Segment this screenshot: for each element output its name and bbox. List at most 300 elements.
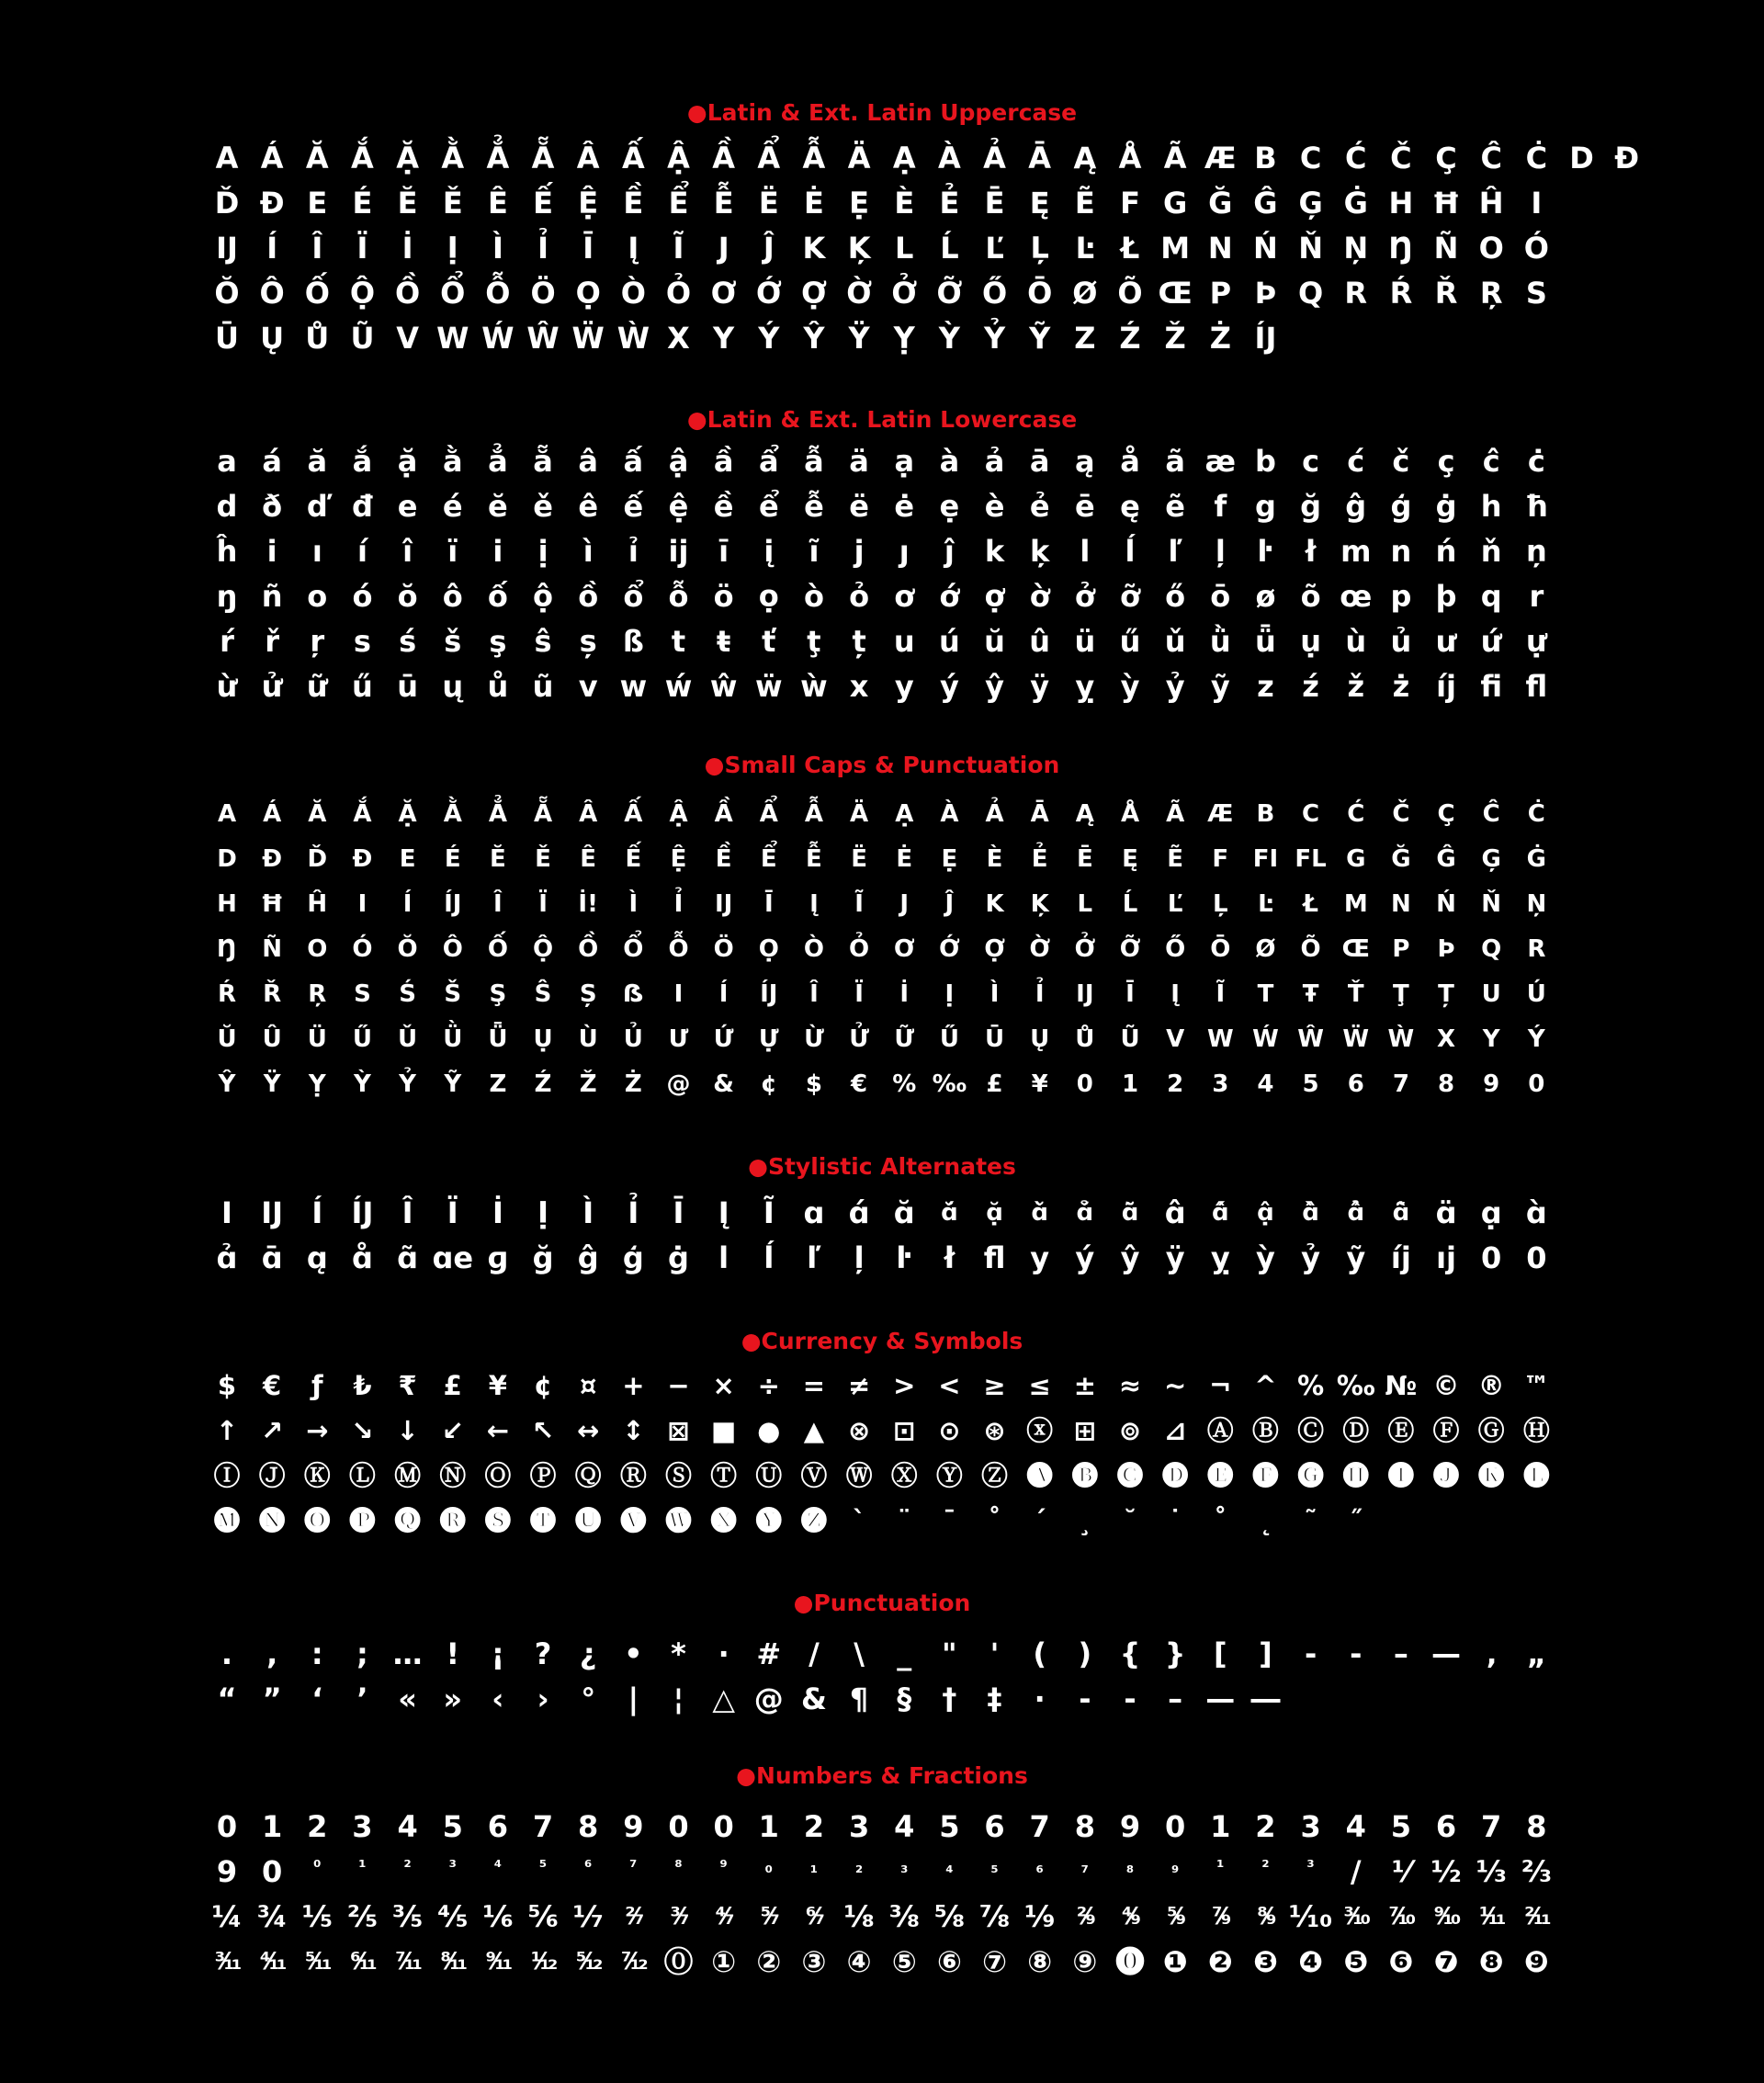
glyph-row xyxy=(0,1191,1764,1236)
glyph-cell: 6 xyxy=(487,1809,509,1844)
glyph-cell: … xyxy=(392,1636,423,1671)
glyph-cell: Ě xyxy=(442,186,463,221)
glyph-cell: ġ xyxy=(668,1240,689,1275)
glyph-cell: ‐ xyxy=(1124,1681,1136,1716)
glyph-cell: Ō xyxy=(1027,276,1053,311)
glyph-cell: _ xyxy=(897,1636,912,1671)
glyph-cell: F xyxy=(1212,845,1229,873)
glyph-cell: ⁸⁄₁₁ xyxy=(440,1948,465,1975)
glyph-cell: Ý xyxy=(758,321,780,356)
glyph-cell: ⅒ xyxy=(1288,1899,1333,1934)
glyph-cell: ï xyxy=(447,534,458,569)
glyph-cell: Ì xyxy=(989,980,1000,1008)
glyph-cell: Đ xyxy=(262,845,283,873)
glyph-cell: ỏ xyxy=(849,579,870,614)
glyph-cell: ế xyxy=(623,489,644,524)
glyph-cell: ɑ̂ xyxy=(1164,1195,1186,1230)
glyph-cell: Ể xyxy=(668,186,689,221)
glyph-cell: Ⓘ xyxy=(213,1460,241,1491)
glyph-cell: Ň xyxy=(1298,231,1323,266)
glyph-cell: ² xyxy=(403,1857,412,1877)
glyph-cell: ț xyxy=(852,624,866,659)
glyph-cell: ɑ́ xyxy=(848,1195,870,1230)
glyph-cell: “ xyxy=(217,1681,237,1716)
glyph-cell: õ xyxy=(1300,579,1321,614)
glyph-cell: \ xyxy=(854,1636,865,1671)
glyph-cell: · xyxy=(718,1636,729,1671)
glyph-cell: Ấ xyxy=(621,141,645,175)
glyph-cell: ₁ xyxy=(809,1857,819,1877)
glyph-cell: ⓿ xyxy=(1114,1944,1145,1979)
glyph-cell: Y xyxy=(713,321,735,356)
glyph-cell: Ỡ xyxy=(1119,935,1141,963)
glyph-cell: Ợ xyxy=(984,935,1005,963)
glyph-cell: ổ xyxy=(623,579,644,614)
glyph-cell: â xyxy=(578,444,598,479)
glyph-cell: k xyxy=(984,534,1005,569)
glyph-cell: y xyxy=(894,669,914,704)
glyph-cell: Ũ xyxy=(1120,1025,1140,1053)
glyph-cell: Û xyxy=(262,1025,282,1053)
glyph-cell: ⁷⁄₁₀ xyxy=(1388,1903,1414,1930)
glyph-cell: ❹ xyxy=(1298,1944,1324,1979)
glyph-cell: Z xyxy=(1074,321,1096,356)
glyph-cell: Ŏ xyxy=(397,935,418,963)
glyph-cell: ﬂ xyxy=(983,1240,1006,1275)
glyph-cell: Ễ xyxy=(713,186,734,221)
glyph-cell: ű xyxy=(352,669,373,704)
glyph-cell: ỷ xyxy=(1301,1240,1321,1275)
glyph-cell: ① xyxy=(711,1944,737,1979)
glyph-cell: ừ xyxy=(216,669,238,704)
glyph-cell: ¨ xyxy=(898,1505,911,1536)
glyph-cell: Ã xyxy=(1163,141,1187,175)
glyph-cell: Ø xyxy=(1255,935,1276,963)
glyph-cell: ǜ xyxy=(1209,624,1231,659)
glyph-cell: ⅟ xyxy=(1392,1854,1410,1889)
glyph-cell: ↖ xyxy=(531,1415,555,1446)
glyph-cell: Z xyxy=(489,1070,507,1098)
glyph-cell: M xyxy=(1343,890,1368,918)
glyph-row xyxy=(0,136,1764,181)
glyph-cell: ⁰ xyxy=(313,1857,322,1877)
glyph-cell: W xyxy=(436,321,469,356)
glyph-cell: É xyxy=(352,186,373,221)
glyph-cell: 3 xyxy=(848,1809,870,1844)
glyph-cell: Ū xyxy=(984,1025,1005,1053)
glyph-cell: Ç xyxy=(1437,800,1455,828)
glyph-cell: ≠ xyxy=(847,1370,871,1401)
glyph-cell: Ą xyxy=(1073,141,1097,175)
glyph-cell: Ï xyxy=(854,980,864,1008)
glyph-cell: Ⓡ xyxy=(619,1460,647,1491)
glyph-cell: ₆ xyxy=(1035,1857,1044,1877)
glyph-cell: Í xyxy=(311,1195,323,1230)
glyph-cell: I xyxy=(357,890,368,918)
glyph-cell: 🅜 xyxy=(213,1505,241,1536)
glyph-cell: 0 xyxy=(1076,1070,1093,1098)
glyph-cell: V xyxy=(1166,1025,1185,1053)
glyph-cell: ş xyxy=(489,624,507,659)
glyph-cell: ợ xyxy=(984,579,1005,614)
glyph-row xyxy=(0,1895,1764,1940)
glyph-cell: ờ xyxy=(1029,579,1050,614)
glyph-cell: Ợ xyxy=(800,276,827,311)
glyph-cell: ⁶⁄₁₁ xyxy=(350,1948,375,1975)
glyph-cell: Ö xyxy=(713,935,734,963)
glyph-cell: Ẽ xyxy=(1074,186,1095,221)
glyph-cell: ɑ̨ xyxy=(306,1240,328,1275)
glyph-cell: 🅗 xyxy=(1342,1460,1370,1491)
glyph-cell: ċ xyxy=(1527,444,1545,479)
glyph-cell: Ư xyxy=(668,1025,689,1053)
glyph-cell: D xyxy=(217,845,237,873)
glyph-row xyxy=(0,882,1764,927)
glyph-cell: ₀ xyxy=(764,1857,773,1877)
glyph-cell: 0 xyxy=(262,1854,283,1889)
glyph-cell: È xyxy=(894,186,915,221)
glyph-cell: è xyxy=(984,489,1005,524)
glyph-cell: D xyxy=(1569,141,1594,175)
glyph-cell: ⁷⁄₁₁ xyxy=(395,1948,420,1975)
glyph-cell: ¤ xyxy=(579,1370,597,1401)
glyph-cell: Ÿ xyxy=(263,1070,281,1098)
glyph-cell: Ë xyxy=(851,845,867,873)
glyph-cell: 🅦 xyxy=(664,1505,692,1536)
glyph-cell: 7 xyxy=(1392,1070,1409,1098)
glyph-cell: Ľ xyxy=(985,231,1004,266)
glyph-cell: 🅘 xyxy=(1387,1460,1415,1491)
glyph-cell: Ⓝ xyxy=(439,1460,467,1491)
glyph-cell: 0 xyxy=(1481,1240,1502,1275)
glyph-cell: Ỵ xyxy=(308,1070,326,1098)
glyph-cell: ³⁄₁₀ xyxy=(1343,1903,1368,1930)
glyph-cell: ⅑ xyxy=(1024,1899,1056,1934)
glyph-cell: Ļ xyxy=(1030,231,1049,266)
glyph-cell: Í xyxy=(718,980,729,1008)
glyph-cell: ā xyxy=(1029,444,1050,479)
glyph-cell: x xyxy=(849,669,869,704)
glyph-cell: FL xyxy=(1295,845,1327,873)
glyph-cell: Ⓢ xyxy=(664,1460,692,1491)
glyph-cell: Ů xyxy=(1075,1025,1095,1053)
glyph-cell: Ź xyxy=(534,1070,552,1098)
glyph-cell: 🅙 xyxy=(1432,1460,1460,1491)
glyph-cell: Į xyxy=(718,1195,729,1230)
glyph-cell: Ī xyxy=(1125,980,1135,1008)
glyph-cell: Ỹ xyxy=(1029,321,1051,356)
glyph-cell: Ž xyxy=(1164,321,1186,356)
glyph-cell: Ỉ xyxy=(1035,980,1045,1008)
glyph-cell: Į xyxy=(809,890,819,918)
glyph-row xyxy=(0,1364,1764,1409)
glyph-cell: Ř xyxy=(263,980,282,1008)
glyph-cell: Ẳ xyxy=(488,800,507,828)
glyph-cell: Ŵ xyxy=(526,321,560,356)
glyph-cell: Ì xyxy=(582,1195,594,1230)
glyph-cell: y xyxy=(1030,1240,1050,1275)
glyph-cell: Ŝ xyxy=(534,980,552,1008)
glyph-cell: - xyxy=(1304,1636,1317,1671)
glyph-cell: ⁴ xyxy=(493,1857,503,1877)
glyph-cell: ⅘ xyxy=(437,1899,469,1934)
glyph-cell: ß xyxy=(622,624,644,659)
glyph-cell: Ø xyxy=(1072,276,1098,311)
glyph-cell: ⑥ xyxy=(936,1944,962,1979)
glyph-cell: Å xyxy=(1118,141,1142,175)
glyph-cell: Ặ xyxy=(398,800,417,828)
glyph-cell: ¥ xyxy=(488,1370,507,1401)
glyph-cell: > xyxy=(893,1370,916,1401)
glyph-cell: ← xyxy=(486,1415,510,1446)
glyph-cell: FI xyxy=(1252,845,1279,873)
glyph-cell: 7 xyxy=(1029,1809,1050,1844)
glyph-cell: ẅ xyxy=(755,669,783,704)
glyph-cell: Ẹ xyxy=(849,186,870,221)
glyph-cell: + xyxy=(622,1370,645,1401)
glyph-cell: ⁸ xyxy=(674,1857,683,1877)
glyph-cell: Ĩ xyxy=(1216,980,1226,1008)
glyph-cell: Ẫ xyxy=(802,141,826,175)
glyph-cell: œ xyxy=(1340,579,1373,614)
glyph-cell: ¢ xyxy=(760,1070,777,1098)
glyph-cell: G xyxy=(1346,845,1366,873)
glyph-cell: Ç xyxy=(1435,141,1457,175)
glyph-cell: ŋ xyxy=(216,579,238,614)
glyph-cell: Ĥ xyxy=(307,890,328,918)
glyph-cell: ứ xyxy=(1480,624,1502,659)
glyph-cell: ɑ̆̃ xyxy=(1121,1199,1139,1227)
glyph-cell: Ơ xyxy=(893,935,915,963)
glyph-cell: Ä xyxy=(847,141,871,175)
glyph-row xyxy=(0,574,1764,619)
glyph-cell: 🅢 xyxy=(484,1505,512,1536)
glyph-cell: – xyxy=(1393,1636,1408,1671)
glyph-cell: ) xyxy=(1078,1636,1092,1671)
glyph-cell: Ⓧ xyxy=(890,1460,918,1491)
glyph-cell: ọ xyxy=(758,579,779,614)
glyph-cell: ® xyxy=(1477,1370,1505,1401)
glyph-cell: V xyxy=(396,321,419,356)
glyph-cell: ɑ̆̀ xyxy=(1031,1199,1048,1227)
glyph-cell: î xyxy=(402,534,413,569)
glyph-cell: ıj xyxy=(1436,1240,1457,1275)
glyph-cell: Ŧ xyxy=(1302,980,1319,1008)
glyph-cell: IJ xyxy=(261,1195,284,1230)
glyph-row xyxy=(0,181,1764,226)
glyph-cell: J xyxy=(718,231,729,266)
glyph-cell: ı xyxy=(311,534,322,569)
glyph-cell: Ồ xyxy=(394,276,421,311)
glyph-row xyxy=(0,1454,1764,1499)
glyph-cell: ¬ xyxy=(1209,1370,1232,1401)
glyph-cell: Ī xyxy=(673,1195,684,1230)
glyph-cell: ħ xyxy=(1524,489,1548,524)
glyph-cell: n xyxy=(1390,534,1412,569)
glyph-cell: 🅕 xyxy=(1251,1460,1279,1491)
glyph-cell: Â xyxy=(576,141,600,175)
glyph-cell: № xyxy=(1385,1370,1418,1401)
glyph-cell: Ǜ xyxy=(443,1025,463,1053)
glyph-cell: Ẩ xyxy=(759,800,778,828)
glyph-cell: íj xyxy=(1390,1240,1411,1275)
glyph-cell: ₃ xyxy=(900,1857,909,1877)
glyph-cell: Ĩ xyxy=(854,890,864,918)
glyph-cell: l xyxy=(1080,534,1091,569)
glyph-cell: Ⓚ xyxy=(303,1460,331,1491)
glyph-cell: ¯ xyxy=(943,1505,956,1536)
glyph-cell: £ xyxy=(443,1370,462,1401)
glyph-cell: Ấ xyxy=(624,800,643,828)
glyph-cell: Ọ xyxy=(575,276,601,311)
glyph-cell: ų xyxy=(442,669,464,704)
glyph-cell: Q xyxy=(1481,935,1502,963)
glyph-cell: ł xyxy=(944,1240,956,1275)
glyph-cell: Ş xyxy=(489,980,507,1008)
glyph-cell: Ⓥ xyxy=(800,1460,828,1491)
glyph-cell: Ġ xyxy=(1343,186,1368,221)
glyph-cell: R xyxy=(1527,935,1546,963)
glyph-cell: P xyxy=(1392,935,1410,963)
glyph-cell: Ắ xyxy=(351,141,374,175)
glyph-cell: IJ xyxy=(1076,980,1094,1008)
glyph-cell: ⁷ xyxy=(629,1857,638,1877)
glyph-cell: ⊙ xyxy=(938,1415,961,1446)
glyph-cell: Ⓔ xyxy=(1387,1415,1415,1446)
glyph-cell: Ų xyxy=(260,321,285,356)
glyph-cell: ˚ xyxy=(988,1505,1001,1536)
glyph-cell: Ả xyxy=(983,141,1006,175)
glyph-cell: ⁶⁄₇ xyxy=(805,1903,822,1930)
glyph-cell: ɑ̀ xyxy=(1525,1195,1547,1230)
glyph-cell: ’ xyxy=(356,1681,368,1716)
glyph-row xyxy=(0,1062,1764,1107)
section-title: ●Latin & Ext. Latin Uppercase xyxy=(686,99,1078,126)
glyph-cell: Ở xyxy=(1074,935,1096,963)
glyph-cell: 9 xyxy=(623,1809,644,1844)
glyph-cell: Đ xyxy=(259,186,285,221)
glyph-cell: ș xyxy=(579,624,597,659)
glyph-cell: ƒ xyxy=(311,1370,323,1401)
glyph-cell: ŵ xyxy=(709,669,738,704)
glyph-cell: Œ xyxy=(1341,935,1370,963)
glyph-cell: Å xyxy=(1120,800,1140,828)
glyph-cell: Ő xyxy=(1165,935,1186,963)
glyph-cell: À xyxy=(938,141,961,175)
glyph-cell: ē xyxy=(1074,489,1095,524)
glyph-cell: { xyxy=(1119,1636,1141,1671)
glyph-cell: Ą xyxy=(1075,800,1094,828)
glyph-cell: I xyxy=(673,980,684,1008)
glyph-cell: ‹ xyxy=(492,1681,504,1716)
glyph-cell: ɑ̂́ xyxy=(1211,1199,1229,1227)
glyph-cell: ă xyxy=(307,444,328,479)
glyph-cell: ˜ xyxy=(1304,1505,1317,1536)
glyph-cell: ⅚ xyxy=(527,1899,559,1934)
glyph-cell: r xyxy=(1529,579,1544,614)
glyph-cell: ụ xyxy=(1300,624,1321,659)
glyph-cell: Ⓑ xyxy=(1251,1415,1279,1446)
glyph-cell: Î xyxy=(493,890,503,918)
glyph-cell: R xyxy=(1344,276,1368,311)
glyph-cell: Ŀ xyxy=(1258,890,1273,918)
glyph-cell: ớ xyxy=(939,579,960,614)
glyph-cell: ‡ xyxy=(987,1681,1002,1716)
glyph-cell: 5 xyxy=(1302,1070,1319,1098)
glyph-cell: ľ xyxy=(1168,534,1182,569)
glyph-cell: ủ xyxy=(1390,624,1412,659)
glyph-cell: ˘ xyxy=(1123,1505,1137,1536)
glyph-cell: ó xyxy=(352,579,373,614)
glyph-cell: / xyxy=(1350,1854,1362,1889)
glyph-cell: ạ xyxy=(894,444,915,479)
glyph-cell: v xyxy=(578,669,598,704)
glyph-cell: Ằ xyxy=(443,800,462,828)
glyph-cell: ⁸⁄₉ xyxy=(1257,1903,1274,1930)
glyph-cell: Ă xyxy=(308,800,327,828)
glyph-cell: Ờ xyxy=(1029,935,1051,963)
glyph-cell: ⁴⁄₇ xyxy=(715,1903,732,1930)
glyph-cell: Ứ xyxy=(713,1025,734,1053)
glyph-cell: W xyxy=(1206,1025,1234,1053)
glyph-cell: Ý xyxy=(1527,1025,1545,1053)
glyph-cell: Ć xyxy=(1347,800,1365,828)
glyph-row xyxy=(0,972,1764,1017)
glyph-cell: C xyxy=(1302,800,1320,828)
glyph-cell: 0 xyxy=(216,1809,238,1844)
glyph-cell: ã xyxy=(1165,444,1185,479)
glyph-cell: 0 xyxy=(1526,1240,1547,1275)
glyph-cell: Ớ xyxy=(939,935,960,963)
glyph-cell: Ë xyxy=(758,186,779,221)
glyph-cell: ÍJ xyxy=(1254,321,1277,356)
glyph-row xyxy=(0,226,1764,271)
glyph-cell: ɑ̈ xyxy=(1435,1195,1457,1230)
glyph-cell: @ xyxy=(753,1681,784,1716)
glyph-cell: L xyxy=(895,231,914,266)
glyph-cell: Ệ xyxy=(578,186,599,221)
glyph-cell: Ñ xyxy=(1433,231,1459,266)
glyph-cell: Ł xyxy=(1303,890,1318,918)
glyph-cell: ɑ xyxy=(803,1195,825,1230)
glyph-cell: Õ xyxy=(1117,276,1143,311)
glyph-cell: ﬁ xyxy=(1480,669,1503,704)
glyph-cell: Ẅ xyxy=(1342,1025,1370,1053)
glyph-cell: ỗ xyxy=(668,579,689,614)
glyph-cell: Á xyxy=(263,800,282,828)
glyph-cell: ŭ xyxy=(984,624,1005,659)
section-title: ●Latin & Ext. Latin Lowercase xyxy=(686,406,1078,433)
glyph-cell: Ķ xyxy=(847,231,871,266)
glyph-cell: ⊞ xyxy=(1073,1415,1096,1446)
glyph-cell: E xyxy=(307,186,328,221)
glyph-cell: Ų xyxy=(1030,1025,1050,1053)
glyph-cell: Ī xyxy=(582,231,594,266)
glyph-cell: f xyxy=(1214,489,1227,524)
glyph-cell: ù xyxy=(1345,624,1367,659)
glyph-row xyxy=(0,1499,1764,1544)
glyph-cell: ⅛ xyxy=(843,1899,875,1934)
glyph-cell: ď xyxy=(306,489,328,524)
glyph-cell: ĳ xyxy=(668,534,689,569)
glyph-cell: ¼ xyxy=(211,1899,243,1934)
glyph-row xyxy=(0,484,1764,529)
glyph-cell: ↔ xyxy=(577,1415,600,1446)
glyph-cell: ₂ xyxy=(854,1857,864,1877)
glyph-cell: š xyxy=(444,624,462,659)
glyph-cell: ‰ xyxy=(932,1070,967,1098)
glyph-cell: Ạ xyxy=(892,141,916,175)
